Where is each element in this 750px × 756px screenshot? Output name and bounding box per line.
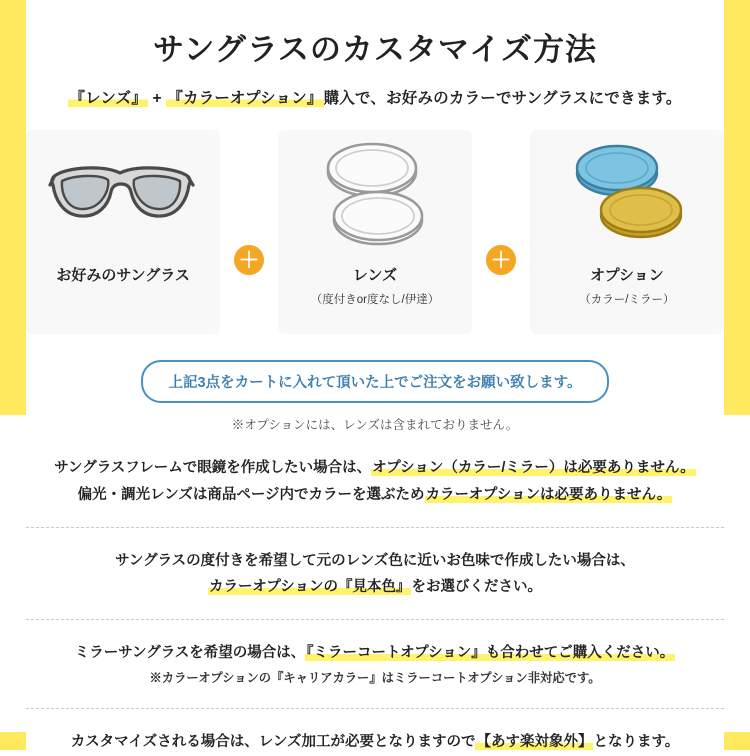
section-line [26, 482, 724, 509]
option-note: ※オプションには、レンズは含まれておりません。 [231, 418, 519, 432]
card-label: レンズ [352, 267, 398, 284]
section-line [26, 455, 724, 482]
decorative-band-bottom-right [724, 732, 750, 750]
divider [26, 708, 724, 709]
subtitle-part-lens: 『レンズ』 [69, 90, 148, 107]
card-lens [278, 130, 472, 334]
text-highlight: 【あす楽対象外】 [476, 733, 593, 750]
sunglasses-icon [26, 130, 220, 258]
callout-pill-wrap [26, 360, 724, 403]
section-line [26, 548, 724, 575]
section-prescription-note [26, 548, 724, 602]
divider [26, 527, 724, 528]
page-title: サングラスのカスタマイズ方法 [153, 32, 597, 67]
decorative-band-right [724, 0, 750, 415]
page-subtitle [26, 86, 724, 108]
section-shipping-note [26, 729, 724, 756]
card-label: お好みのサングラス [56, 267, 190, 284]
section-line [26, 729, 724, 756]
subtitle-part-plus: + [148, 90, 167, 107]
section-frame-note [26, 455, 724, 509]
section-line [26, 640, 724, 667]
order-instruction-pill: 上記3点をカートに入れて頂いた上でご注文をお願い致します。 [141, 360, 610, 403]
product-cards-row [26, 130, 724, 334]
lens-pair-icon [278, 130, 472, 258]
text-plain: サングラスフレームで眼鏡を作成したい場合は、 [54, 460, 372, 476]
card-sunglasses [26, 130, 220, 334]
card-sublabel: （カラー/ミラー） [579, 294, 675, 306]
divider [26, 619, 724, 620]
content-area [26, 0, 724, 750]
color-option-icon [530, 130, 724, 258]
text-plain: となります。 [593, 733, 680, 750]
text-plain: をお選びください。 [411, 579, 542, 596]
text-plain: カスタマイズされる場合は、レンズ加工が必要となりますので [70, 733, 476, 750]
decorative-band-left [0, 0, 26, 415]
plus-icon-1: ＋ [234, 245, 264, 275]
card-option [530, 130, 724, 334]
decorative-band-bottom-left [0, 732, 26, 750]
text-highlight: オプション（カラー/ミラー）は必要ありません。 [372, 460, 695, 476]
text-plain: 偏光・調光レンズは商品ページ内でカラーを選ぶため [77, 486, 425, 503]
plus-icon-2: ＋ [486, 245, 516, 275]
card-sublabel: （度付きor度なし/伊達） [310, 294, 440, 306]
subtitle-part-tail: 購入で、お好みのカラーでサングラスにできます。 [323, 90, 682, 107]
section-line-small: ※カラーオプションの『キャリアカラー』はミラーコートオプション非対応です。 [149, 671, 601, 686]
section-line [26, 574, 724, 601]
text-highlight: カラーオプションの『見本色』 [209, 579, 411, 596]
text-plain: ミラーサングラスを希望の場合は、 [74, 645, 306, 662]
card-label: オプション [590, 267, 664, 284]
text-highlight: カラーオプションは必要ありません。 [425, 486, 672, 503]
subtitle-part-color-option: 『カラーオプション』 [167, 90, 323, 107]
text-plain: サングラスの度付きを希望して元のレンズ色に近いお色味で作成したい場合は、 [115, 552, 635, 569]
text-highlight: 『ミラーコートオプション』も合わせてご購入ください。 [306, 645, 675, 662]
section-mirror-note [26, 640, 724, 690]
